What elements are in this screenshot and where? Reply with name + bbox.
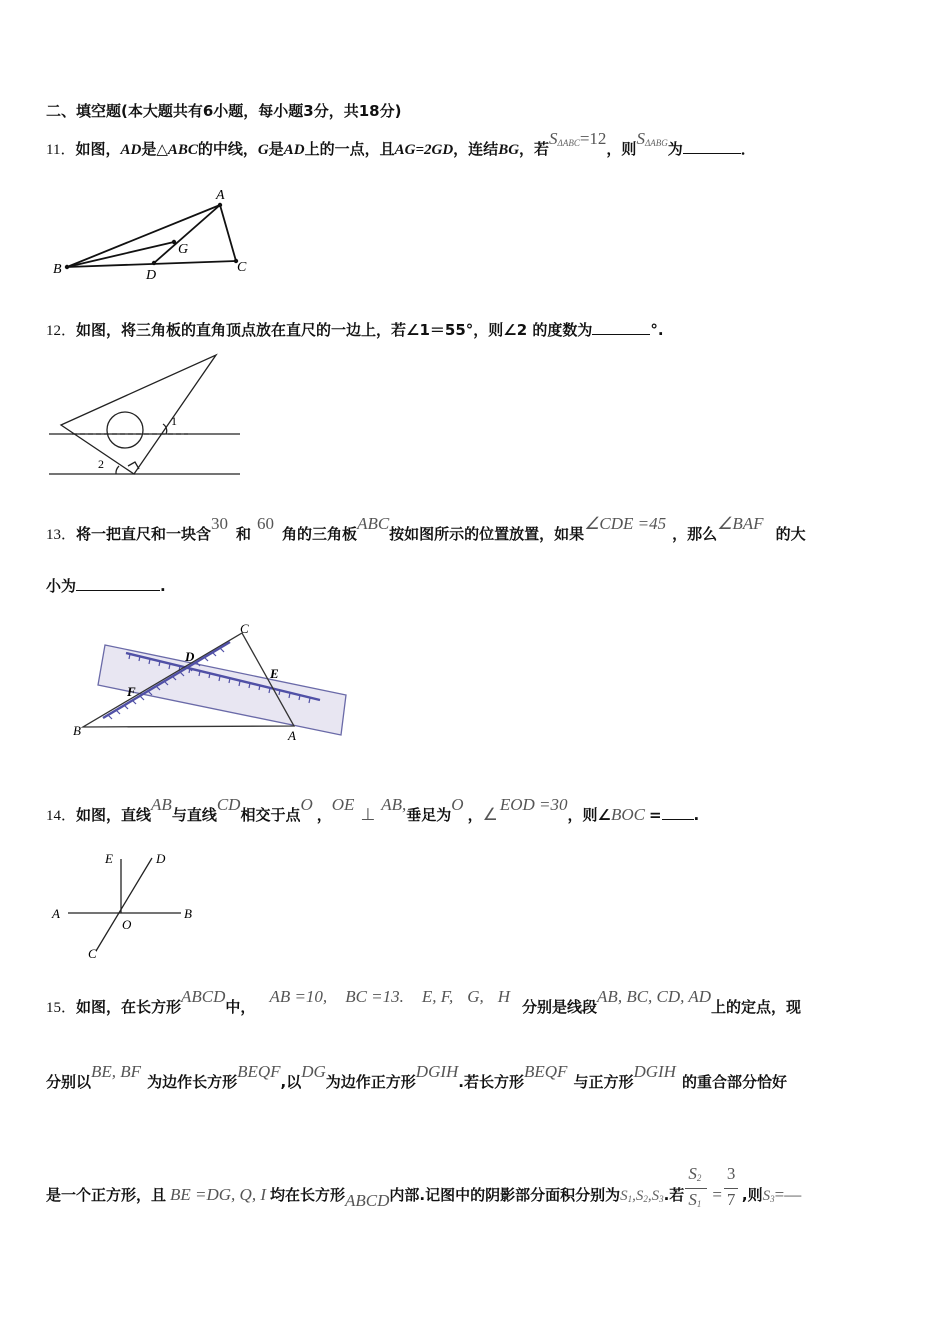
label-A: A <box>288 728 296 743</box>
figure-q14-intersecting-lines <box>48 846 208 966</box>
figure-q13-ruler-triangle <box>70 618 360 748</box>
label-E: E <box>270 666 279 681</box>
answer-blank <box>683 139 741 154</box>
question-15: 15．如图，在长方形ABCD中，AB =10, BC =13. E, F, G, H分别是线段AB, BC, CD, AD上的定点，现 <box>46 987 802 1016</box>
label-C: C <box>237 260 247 275</box>
question-14: 14．如图，直线AB与直线CD相交于点O，OE⊥AB,垂足为O，∠EOD =30，则∠BOC = . <box>46 795 700 824</box>
fraction-3-over-7: $\frac{3}{7}$ <box>722 1172 742 1212</box>
fraction-s2-over-s1: $\frac{S_2}{S_1}$ <box>684 1172 712 1212</box>
label-G: G <box>178 242 189 257</box>
label-B: B <box>53 262 62 277</box>
label-F: F <box>127 684 136 699</box>
figure-q12-setsquare-ruler <box>46 350 246 480</box>
figure-q11-triangle <box>50 183 260 283</box>
label-E: E <box>105 851 113 866</box>
section-heading: 二、填空题(本大题共有6小题，每小题3分，共18分) <box>46 102 402 120</box>
question-11: 11．如图，AD是△ABC的中线，G是AD上的一点，且AG=2GD，连结BG，若$S_{\Delta ABC}=12$，则$S_{\Delta ABG}$为 ． <box>46 129 756 158</box>
angle-2-label: 2 <box>98 457 104 471</box>
label-A: A <box>216 188 225 203</box>
answer-blank <box>662 805 694 820</box>
question-15-line3: 是一个正方形，且 BE =DG, Q, I 均在长方形ABCD内部.记图中的阴影部分面积分别为$S_1,S_2,S_3$.若 $\frac{S_2}{S_1}$ = $\frac{3}{7}$ ,则$S_3=—$ <box>46 1164 802 1210</box>
label-D: D <box>146 268 157 283</box>
label-B: B <box>184 906 192 921</box>
label-B: B <box>73 723 81 738</box>
label-C: C <box>88 946 97 961</box>
label-C: C <box>240 621 249 636</box>
question-15-line2: 分别以BE, BF为边作长方形BEQF,以DG为边作正方形DGIH.若长方形BEQF与正方形DGIH的重合部分恰好 <box>46 1062 787 1091</box>
answer-blank <box>76 576 160 591</box>
label-D: D <box>156 851 166 866</box>
label-D: D <box>185 649 195 664</box>
question-12: 12．如图，将三角板的直角顶点放在直尺的一边上，若∠1＝55°，则∠2 的度数为 °. <box>46 321 664 339</box>
label-A: A <box>52 906 60 921</box>
label-O: O <box>122 917 132 932</box>
question-13: 13．将一把直尺和一块含30和60角的三角板ABC按如图所示的位置放置，如果∠CDE =45，那么∠BAF的大 <box>46 514 806 543</box>
answer-blank <box>592 320 650 335</box>
angle-1-label: 1 <box>171 414 177 428</box>
question-13-line2: 小为 . <box>46 577 166 595</box>
